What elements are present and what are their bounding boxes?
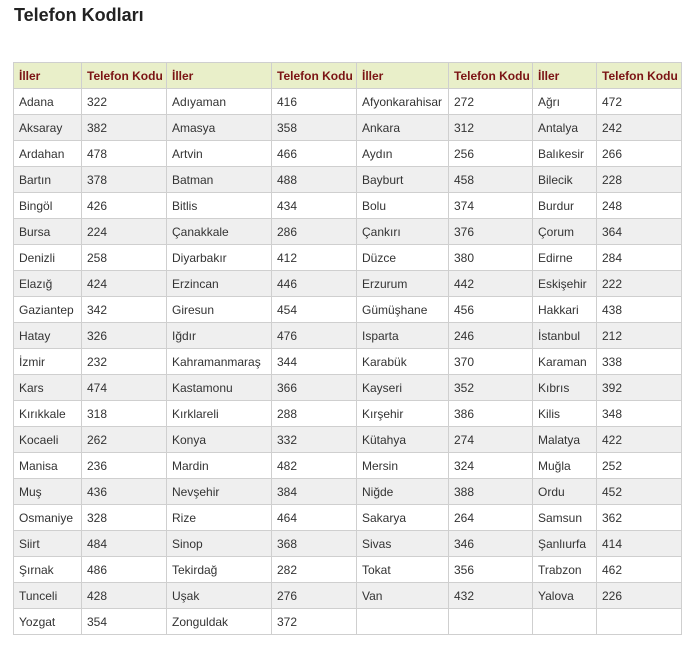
- phone-codes-table: [13, 62, 682, 635]
- city-cell: Gümüşhane: [357, 297, 449, 323]
- table-row: [14, 375, 682, 401]
- phone-code-cell: 324: [449, 453, 533, 479]
- city-cell: İstanbul: [533, 323, 597, 349]
- city-cell: Mersin: [357, 453, 449, 479]
- phone-code-cell: 348: [597, 401, 682, 427]
- city-cell: [357, 609, 449, 635]
- table-row: [14, 245, 682, 271]
- city-cell: Hatay: [14, 323, 82, 349]
- city-cell: Erzurum: [357, 271, 449, 297]
- phone-code-cell: 228: [597, 167, 682, 193]
- phone-code-cell: 374: [449, 193, 533, 219]
- column-header-phone-code: Telefon Kodu: [82, 63, 167, 89]
- city-cell: Bolu: [357, 193, 449, 219]
- city-cell: Samsun: [533, 505, 597, 531]
- city-cell: Diyarbakır: [167, 245, 272, 271]
- city-cell: Kastamonu: [167, 375, 272, 401]
- table-body: [14, 89, 682, 635]
- phone-code-cell: 466: [272, 141, 357, 167]
- phone-code-cell: 224: [82, 219, 167, 245]
- city-cell: Balıkesir: [533, 141, 597, 167]
- phone-code-cell: 276: [272, 583, 357, 609]
- phone-code-cell: 222: [597, 271, 682, 297]
- city-cell: Bursa: [14, 219, 82, 245]
- table-row: [14, 401, 682, 427]
- phone-code-cell: [449, 609, 533, 635]
- column-header-phone-code: Telefon Kodu: [597, 63, 682, 89]
- phone-code-cell: 252: [597, 453, 682, 479]
- phone-code-cell: 262: [82, 427, 167, 453]
- table-row: [14, 479, 682, 505]
- city-cell: Uşak: [167, 583, 272, 609]
- city-cell: Antalya: [533, 115, 597, 141]
- phone-code-cell: 454: [272, 297, 357, 323]
- phone-code-cell: 464: [272, 505, 357, 531]
- table-row: [14, 167, 682, 193]
- phone-code-cell: 332: [272, 427, 357, 453]
- city-cell: Kahramanmaraş: [167, 349, 272, 375]
- city-cell: Kilis: [533, 401, 597, 427]
- phone-code-cell: 366: [272, 375, 357, 401]
- phone-code-cell: 344: [272, 349, 357, 375]
- column-header-city: İller: [14, 63, 82, 89]
- column-header-phone-code: Telefon Kodu: [449, 63, 533, 89]
- city-cell: Artvin: [167, 141, 272, 167]
- city-cell: Yalova: [533, 583, 597, 609]
- phone-code-cell: 362: [597, 505, 682, 531]
- phone-code-cell: 364: [597, 219, 682, 245]
- city-cell: Aksaray: [14, 115, 82, 141]
- city-cell: Şanlıurfa: [533, 531, 597, 557]
- phone-code-cell: 248: [597, 193, 682, 219]
- city-cell: Ordu: [533, 479, 597, 505]
- column-header-city: İller: [357, 63, 449, 89]
- city-cell: Ankara: [357, 115, 449, 141]
- phone-code-cell: 338: [597, 349, 682, 375]
- table-row: [14, 609, 682, 635]
- city-cell: [533, 609, 597, 635]
- city-cell: Yozgat: [14, 609, 82, 635]
- table-row: [14, 141, 682, 167]
- phone-code-cell: 288: [272, 401, 357, 427]
- phone-code-cell: 372: [272, 609, 357, 635]
- city-cell: Ağrı: [533, 89, 597, 115]
- phone-code-cell: 368: [272, 531, 357, 557]
- city-cell: Afyonkarahisar: [357, 89, 449, 115]
- city-cell: Sinop: [167, 531, 272, 557]
- phone-code-cell: 264: [449, 505, 533, 531]
- city-cell: Kırşehir: [357, 401, 449, 427]
- city-cell: Trabzon: [533, 557, 597, 583]
- column-header-phone-code: Telefon Kodu: [272, 63, 357, 89]
- city-cell: Van: [357, 583, 449, 609]
- city-cell: Iğdır: [167, 323, 272, 349]
- column-header-city: İller: [167, 63, 272, 89]
- city-cell: Eskişehir: [533, 271, 597, 297]
- city-cell: Kırklareli: [167, 401, 272, 427]
- table-row: [14, 115, 682, 141]
- phone-code-cell: 312: [449, 115, 533, 141]
- city-cell: Osmaniye: [14, 505, 82, 531]
- phone-code-cell: 452: [597, 479, 682, 505]
- phone-code-cell: 476: [272, 323, 357, 349]
- city-cell: Bayburt: [357, 167, 449, 193]
- phone-code-cell: 346: [449, 531, 533, 557]
- city-cell: Muğla: [533, 453, 597, 479]
- phone-code-cell: 488: [272, 167, 357, 193]
- city-cell: Batman: [167, 167, 272, 193]
- city-cell: Bilecik: [533, 167, 597, 193]
- city-cell: Kırıkkale: [14, 401, 82, 427]
- city-cell: Kayseri: [357, 375, 449, 401]
- city-cell: Gaziantep: [14, 297, 82, 323]
- phone-code-cell: 356: [449, 557, 533, 583]
- phone-code-cell: 274: [449, 427, 533, 453]
- phone-code-cell: 246: [449, 323, 533, 349]
- city-cell: Zonguldak: [167, 609, 272, 635]
- city-cell: Elazığ: [14, 271, 82, 297]
- phone-code-cell: 462: [597, 557, 682, 583]
- phone-code-cell: 258: [82, 245, 167, 271]
- phone-code-cell: 256: [449, 141, 533, 167]
- table-row: [14, 453, 682, 479]
- city-cell: Karabük: [357, 349, 449, 375]
- table-row: [14, 505, 682, 531]
- phone-code-cell: 472: [597, 89, 682, 115]
- phone-code-cell: 232: [82, 349, 167, 375]
- phone-code-cell: 434: [272, 193, 357, 219]
- phone-code-cell: 284: [597, 245, 682, 271]
- city-cell: Rize: [167, 505, 272, 531]
- phone-code-cell: 474: [82, 375, 167, 401]
- phone-code-cell: 424: [82, 271, 167, 297]
- phone-code-cell: 382: [82, 115, 167, 141]
- city-cell: Kars: [14, 375, 82, 401]
- city-cell: Isparta: [357, 323, 449, 349]
- city-cell: Muş: [14, 479, 82, 505]
- phone-code-cell: 412: [272, 245, 357, 271]
- table-row: [14, 323, 682, 349]
- phone-code-cell: 326: [82, 323, 167, 349]
- table-header-row: [14, 63, 682, 89]
- phone-code-cell: 384: [272, 479, 357, 505]
- city-cell: Düzce: [357, 245, 449, 271]
- phone-code-cell: 318: [82, 401, 167, 427]
- table-row: [14, 193, 682, 219]
- phone-code-cell: 358: [272, 115, 357, 141]
- table-row: [14, 297, 682, 323]
- phone-code-cell: 426: [82, 193, 167, 219]
- table-row: [14, 427, 682, 453]
- city-cell: Bartın: [14, 167, 82, 193]
- city-cell: Giresun: [167, 297, 272, 323]
- city-cell: Konya: [167, 427, 272, 453]
- phone-code-cell: 458: [449, 167, 533, 193]
- city-cell: İzmir: [14, 349, 82, 375]
- city-cell: Bingöl: [14, 193, 82, 219]
- city-cell: Mardin: [167, 453, 272, 479]
- table-row: [14, 583, 682, 609]
- phone-code-cell: 478: [82, 141, 167, 167]
- city-cell: Denizli: [14, 245, 82, 271]
- phone-code-cell: 438: [597, 297, 682, 323]
- phone-code-cell: 386: [449, 401, 533, 427]
- phone-code-cell: 428: [82, 583, 167, 609]
- phone-code-cell: 226: [597, 583, 682, 609]
- phone-code-cell: 422: [597, 427, 682, 453]
- city-cell: Kütahya: [357, 427, 449, 453]
- city-cell: Çorum: [533, 219, 597, 245]
- city-cell: Karaman: [533, 349, 597, 375]
- city-cell: Tekirdağ: [167, 557, 272, 583]
- page-title: Telefon Kodları: [14, 5, 144, 25]
- phone-code-cell: 286: [272, 219, 357, 245]
- table-row: [14, 349, 682, 375]
- phone-code-cell: 378: [82, 167, 167, 193]
- city-cell: Sakarya: [357, 505, 449, 531]
- city-cell: Edirne: [533, 245, 597, 271]
- city-cell: Amasya: [167, 115, 272, 141]
- table-row: [14, 271, 682, 297]
- city-cell: Çankırı: [357, 219, 449, 245]
- table-row: [14, 89, 682, 115]
- city-cell: Kıbrıs: [533, 375, 597, 401]
- table-row: [14, 219, 682, 245]
- phone-code-cell: 414: [597, 531, 682, 557]
- city-cell: Çanakkale: [167, 219, 272, 245]
- phone-code-cell: 342: [82, 297, 167, 323]
- phone-code-cell: 272: [449, 89, 533, 115]
- table-row: [14, 557, 682, 583]
- phone-code-cell: 212: [597, 323, 682, 349]
- phone-code-cell: 352: [449, 375, 533, 401]
- phone-code-cell: 484: [82, 531, 167, 557]
- table-row: [14, 531, 682, 557]
- phone-code-cell: 482: [272, 453, 357, 479]
- city-cell: Siirt: [14, 531, 82, 557]
- phone-code-cell: 442: [449, 271, 533, 297]
- city-cell: Tunceli: [14, 583, 82, 609]
- phone-code-cell: 370: [449, 349, 533, 375]
- phone-code-cell: 354: [82, 609, 167, 635]
- phone-code-cell: 486: [82, 557, 167, 583]
- phone-code-cell: 376: [449, 219, 533, 245]
- phone-code-cell: 456: [449, 297, 533, 323]
- city-cell: Sivas: [357, 531, 449, 557]
- phone-code-cell: 388: [449, 479, 533, 505]
- city-cell: Manisa: [14, 453, 82, 479]
- city-cell: Aydın: [357, 141, 449, 167]
- phone-code-cell: 432: [449, 583, 533, 609]
- phone-code-cell: 242: [597, 115, 682, 141]
- city-cell: Erzincan: [167, 271, 272, 297]
- city-cell: Tokat: [357, 557, 449, 583]
- city-cell: Kocaeli: [14, 427, 82, 453]
- city-cell: Malatya: [533, 427, 597, 453]
- city-cell: Şırnak: [14, 557, 82, 583]
- phone-code-cell: 446: [272, 271, 357, 297]
- phone-code-cell: 266: [597, 141, 682, 167]
- city-cell: Nevşehir: [167, 479, 272, 505]
- city-cell: Niğde: [357, 479, 449, 505]
- city-cell: Ardahan: [14, 141, 82, 167]
- phone-code-cell: 380: [449, 245, 533, 271]
- phone-code-cell: 416: [272, 89, 357, 115]
- phone-code-cell: 322: [82, 89, 167, 115]
- city-cell: Adana: [14, 89, 82, 115]
- phone-code-cell: 236: [82, 453, 167, 479]
- phone-code-cell: 436: [82, 479, 167, 505]
- city-cell: Burdur: [533, 193, 597, 219]
- phone-code-cell: 282: [272, 557, 357, 583]
- phone-code-cell: 392: [597, 375, 682, 401]
- city-cell: Bitlis: [167, 193, 272, 219]
- phone-code-cell: [597, 609, 682, 635]
- city-cell: Adıyaman: [167, 89, 272, 115]
- city-cell: Hakkari: [533, 297, 597, 323]
- column-header-city: İller: [533, 63, 597, 89]
- phone-code-cell: 328: [82, 505, 167, 531]
